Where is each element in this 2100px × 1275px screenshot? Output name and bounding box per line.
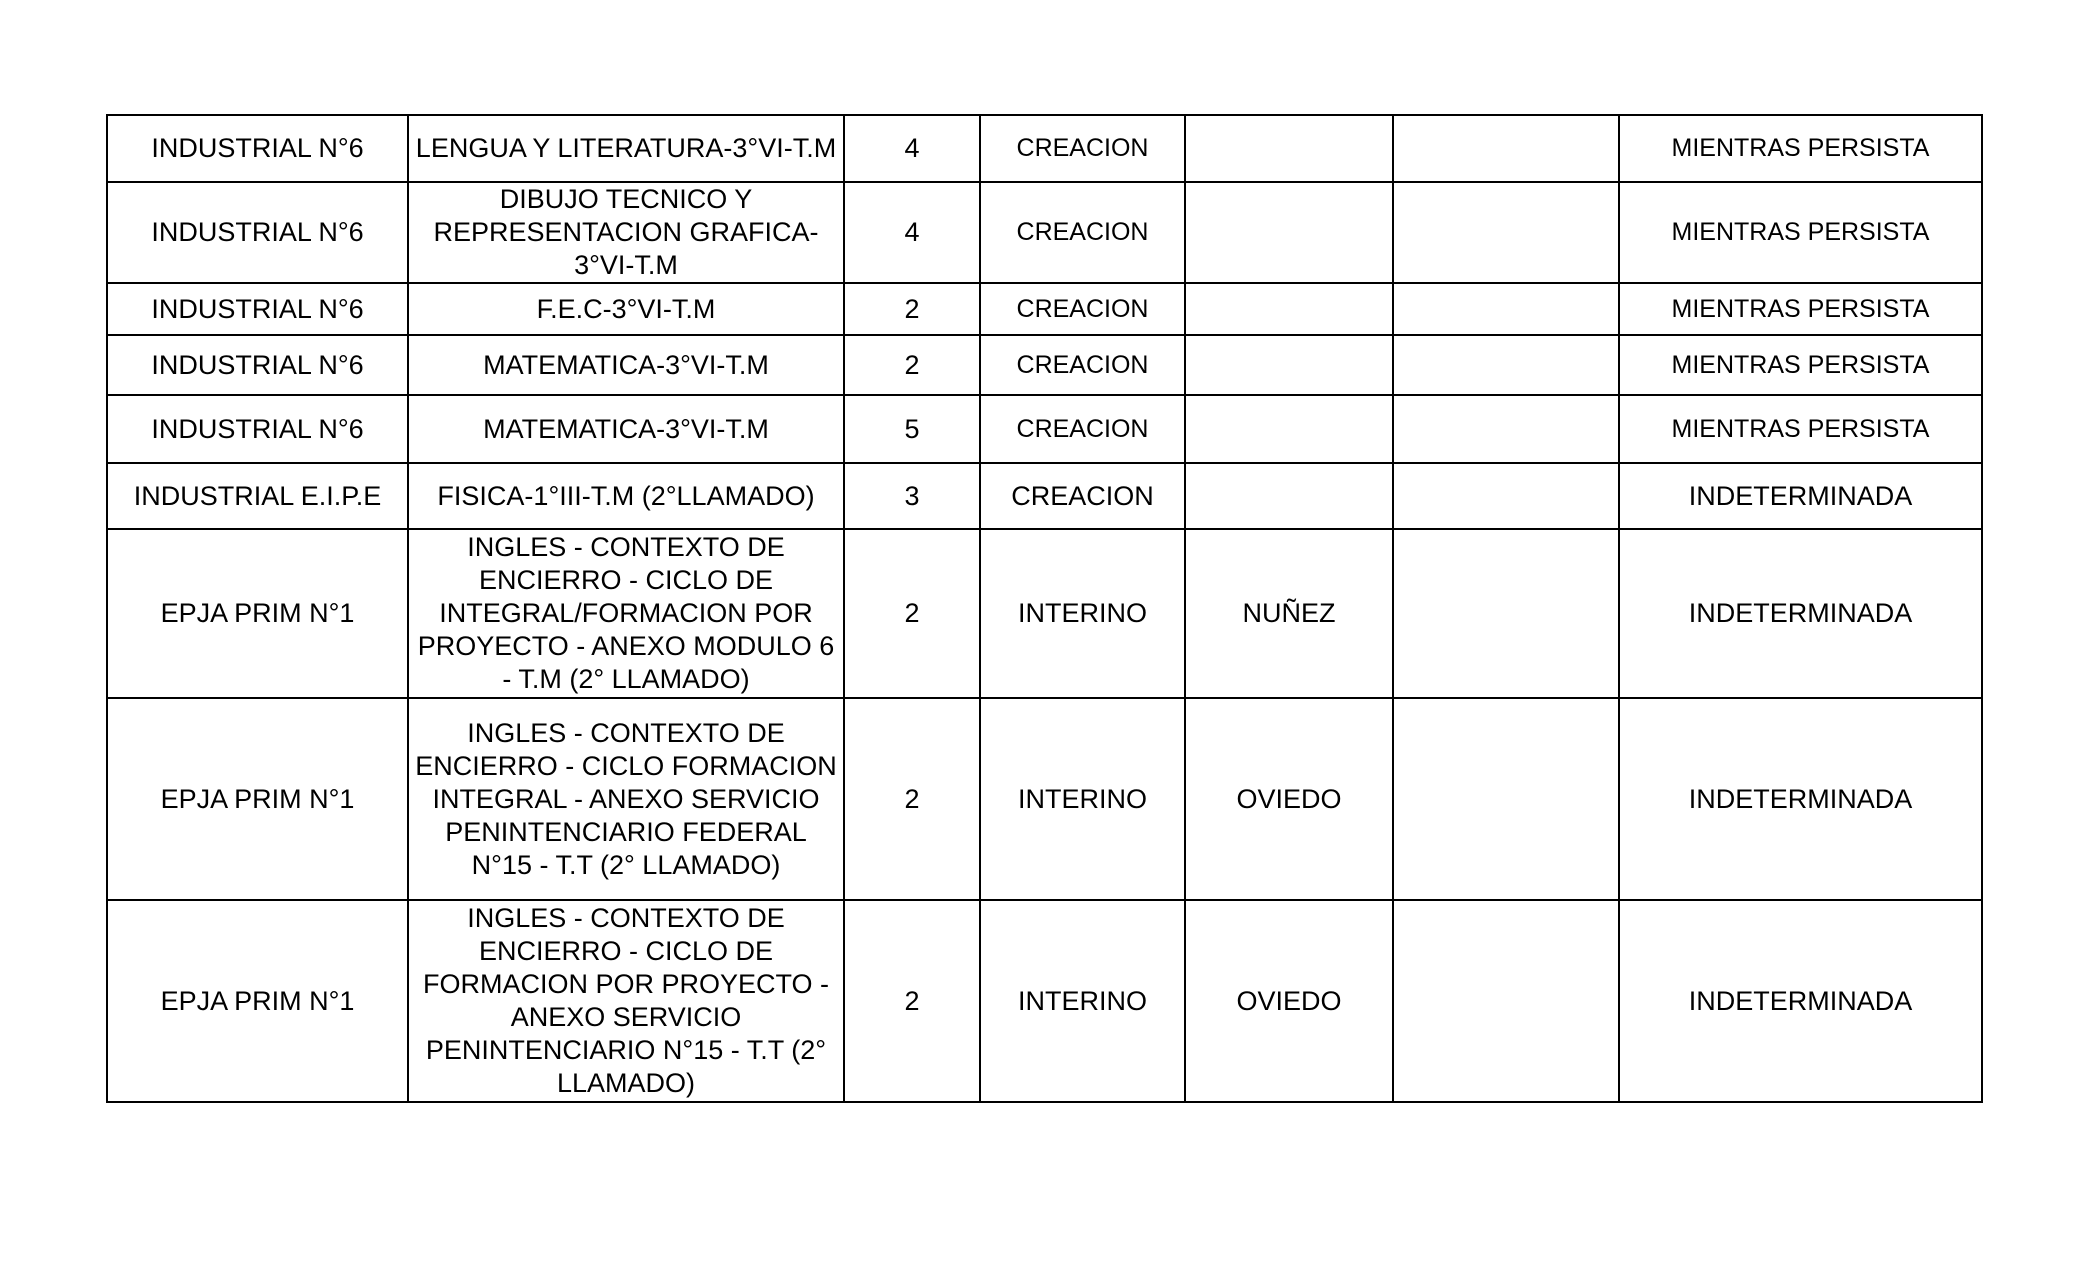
hours-cell: 2 — [844, 900, 980, 1102]
duration-cell: INDETERMINADA — [1619, 529, 1982, 698]
empty-cell — [1393, 335, 1619, 395]
table-row — [107, 698, 1982, 900]
teacher-cell: OVIEDO — [1185, 698, 1393, 900]
hours-cell: 4 — [844, 182, 980, 283]
hours-cell: 4 — [844, 115, 980, 182]
subject-cell: LENGUA Y LITERATURA-3°VI-T.M — [408, 115, 844, 182]
subject-cell: INGLES - CONTEXTO DE ENCIERRO - CICLO FORMACION INTEGRAL - ANEXO SERVICIO PENINTENCIARIO FEDERAL N°15 - T.T (2° LLAMADO) — [408, 698, 844, 900]
duration-cell: INDETERMINADA — [1619, 698, 1982, 900]
table-row — [107, 115, 1982, 182]
status-cell: INTERINO — [980, 698, 1185, 900]
school-cell: EPJA PRIM N°1 — [107, 698, 408, 900]
status-cell: CREACION — [980, 283, 1185, 335]
school-cell: INDUSTRIAL N°6 — [107, 335, 408, 395]
empty-cell — [1393, 115, 1619, 182]
teacher-cell — [1185, 335, 1393, 395]
hours-cell: 2 — [844, 283, 980, 335]
subject-cell: DIBUJO TECNICO Y REPRESENTACION GRAFICA-3°VI-T.M — [408, 182, 844, 283]
school-cell: INDUSTRIAL E.I.P.E — [107, 463, 408, 529]
duration-cell: MIENTRAS PERSISTA — [1619, 335, 1982, 395]
empty-cell — [1393, 283, 1619, 335]
school-cell: INDUSTRIAL N°6 — [107, 395, 408, 463]
duration-cell: INDETERMINADA — [1619, 463, 1982, 529]
subject-cell: MATEMATICA-3°VI-T.M — [408, 395, 844, 463]
hours-cell: 5 — [844, 395, 980, 463]
empty-cell — [1393, 529, 1619, 698]
subject-cell: INGLES - CONTEXTO DE ENCIERRO - CICLO DE FORMACION POR PROYECTO - ANEXO SERVICIO PENINTENCIARIO N°15 - T.T (2° LLAMADO) — [408, 900, 844, 1102]
school-cell: INDUSTRIAL N°6 — [107, 182, 408, 283]
table-row — [107, 395, 1982, 463]
status-cell: INTERINO — [980, 900, 1185, 1102]
teacher-cell — [1185, 182, 1393, 283]
vacancies-table — [106, 114, 1983, 1103]
hours-cell: 2 — [844, 698, 980, 900]
hours-cell: 2 — [844, 335, 980, 395]
school-cell: INDUSTRIAL N°6 — [107, 283, 408, 335]
subject-cell: FISICA-1°III-T.M (2°LLAMADO) — [408, 463, 844, 529]
school-cell: EPJA PRIM N°1 — [107, 900, 408, 1102]
status-cell: CREACION — [980, 115, 1185, 182]
empty-cell — [1393, 463, 1619, 529]
teacher-cell — [1185, 463, 1393, 529]
teacher-cell: OVIEDO — [1185, 900, 1393, 1102]
subject-cell: INGLES - CONTEXTO DE ENCIERRO - CICLO DE INTEGRAL/FORMACION POR PROYECTO - ANEXO MODULO 6 - T.M (2° LLAMADO) — [408, 529, 844, 698]
teacher-cell — [1185, 283, 1393, 335]
empty-cell — [1393, 182, 1619, 283]
school-cell: INDUSTRIAL N°6 — [107, 115, 408, 182]
teacher-cell — [1185, 395, 1393, 463]
table-row — [107, 463, 1982, 529]
status-cell: INTERINO — [980, 529, 1185, 698]
status-cell: CREACION — [980, 395, 1185, 463]
duration-cell: MIENTRAS PERSISTA — [1619, 395, 1982, 463]
hours-cell: 2 — [844, 529, 980, 698]
duration-cell: INDETERMINADA — [1619, 900, 1982, 1102]
status-cell: CREACION — [980, 463, 1185, 529]
subject-cell: MATEMATICA-3°VI-T.M — [408, 335, 844, 395]
duration-cell: MIENTRAS PERSISTA — [1619, 283, 1982, 335]
empty-cell — [1393, 698, 1619, 900]
table-row — [107, 283, 1982, 335]
teacher-cell: NUÑEZ — [1185, 529, 1393, 698]
status-cell: CREACION — [980, 335, 1185, 395]
table-row — [107, 529, 1982, 698]
table-row — [107, 900, 1982, 1102]
status-cell: CREACION — [980, 182, 1185, 283]
empty-cell — [1393, 900, 1619, 1102]
teacher-cell — [1185, 115, 1393, 182]
duration-cell: MIENTRAS PERSISTA — [1619, 115, 1982, 182]
school-cell: EPJA PRIM N°1 — [107, 529, 408, 698]
hours-cell: 3 — [844, 463, 980, 529]
empty-cell — [1393, 395, 1619, 463]
table-row — [107, 335, 1982, 395]
table-row — [107, 182, 1982, 283]
duration-cell: MIENTRAS PERSISTA — [1619, 182, 1982, 283]
subject-cell: F.E.C-3°VI-T.M — [408, 283, 844, 335]
